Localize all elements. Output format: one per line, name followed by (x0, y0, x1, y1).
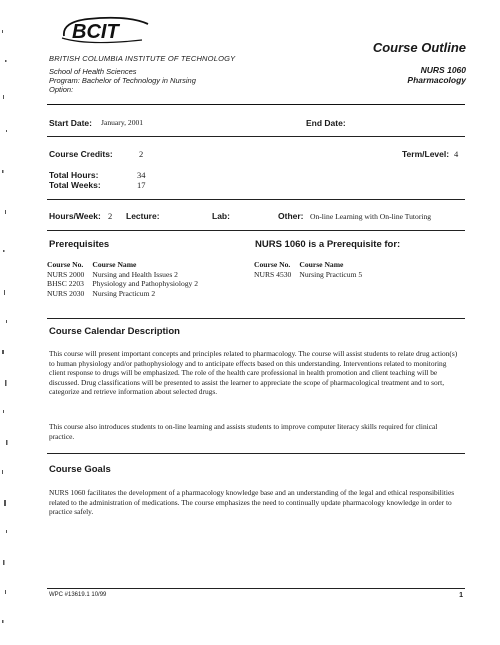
divider (47, 199, 465, 200)
course-name-cell: Nursing and Health Issues 2 (92, 270, 178, 279)
prerequisite-for-heading: NURS 1060 is a Prerequisite for: (255, 239, 401, 250)
school-name: School of Health Sciences (49, 67, 137, 76)
course-credits-value: 2 (139, 149, 144, 159)
divider (47, 136, 465, 137)
term-level-label: Term/Level: (402, 149, 450, 159)
prerequisites-heading: Prerequisites (49, 239, 110, 250)
course-name-cell: Physiology and Pathophysiology 2 (92, 279, 199, 289)
calendar-description-heading: Course Calendar Description (49, 326, 180, 337)
hours-week-label: Hours/Week: (49, 211, 101, 221)
total-hours-value: 34 (137, 170, 146, 180)
column-header-course-name: Course Name (92, 260, 137, 269)
divider (47, 318, 465, 319)
program-name: Program: Bachelor of Technology in Nursing (49, 76, 196, 85)
hours-week-value: 2 (108, 211, 113, 221)
table-header-row (254, 260, 370, 270)
course-name: Pharmacology (407, 75, 466, 85)
divider (47, 104, 465, 105)
total-hours-label: Total Hours: (49, 170, 99, 180)
page-number: 1 (459, 592, 463, 599)
document-type: Course Outline (372, 40, 466, 55)
table-row (254, 270, 370, 279)
course-goals-paragraph: NURS 1060 facilitates the development of a pharmacology knowledge base and an understanding of the legal and ethical responsibilities related to the administration of medications. The course emphasizes the need to continually update pharmacology knowledge in order to practice safely. (49, 488, 455, 517)
prerequisite-for-table (254, 260, 370, 279)
table-row (47, 289, 206, 298)
table-row (47, 279, 206, 288)
start-date-value: January, 2001 (101, 118, 144, 127)
total-weeks-value: 17 (137, 180, 146, 190)
column-header-course-no: Course No. (254, 260, 291, 269)
bcit-logo (58, 14, 154, 48)
divider (47, 453, 465, 454)
column-header-course-no: Course No. (47, 260, 84, 269)
table-header-row (47, 260, 206, 270)
other-value: On-line Learning with On-line Tutoring (310, 212, 432, 221)
footer-reference: WPC #13619.1 10/99 (49, 592, 107, 598)
course-code: NURS 1060 (420, 65, 466, 75)
course-no-cell: NURS 2030 (47, 288, 85, 298)
divider (47, 230, 465, 231)
course-goals-heading: Course Goals (49, 464, 111, 475)
option-label: Option: (49, 85, 74, 94)
course-name-cell: Nursing Practicum 2 (92, 288, 156, 298)
course-no-cell: NURS 4530 (254, 270, 292, 279)
total-weeks-label: Total Weeks: (49, 180, 101, 190)
course-no-cell: NURS 2000 (47, 270, 85, 279)
footer-divider (47, 588, 465, 589)
svg-text:BCIT: BCIT (72, 21, 119, 43)
end-date-label: End Date: (306, 118, 346, 128)
term-level-value: 4 (454, 149, 459, 159)
institution-name: BRITISH COLUMBIA INSTITUTE OF TECHNOLOGY (49, 54, 236, 63)
calendar-description-paragraph-2: This course also introduces students to on-line learning and assists students to improve computer literacy skills required for clinical practice. (49, 422, 438, 441)
scan-edge-artifact (0, 0, 12, 645)
prerequisites-table (47, 260, 206, 298)
column-header-course-name: Course Name (299, 260, 344, 269)
calendar-description-paragraph: This course will present important concepts and principles related to pharmacology. The course will assist students to relate drug action(s) to human physiology and/or pathophysiology and to anticipate effects based on this understanding. Interventions related to monitoring client response to drugs will be emphasized. The role of the health care professional in health promotion and client teaching will be discussed. Drug classifications will be presented to assist the learner to appreciate the scope of pharmacological treatment and to sort, categorize and retrieve information about selected drugs. (49, 349, 458, 397)
other-label: Other: (278, 211, 304, 221)
start-date-label: Start Date: (49, 118, 92, 128)
course-no-cell: BHSC 2203 (47, 279, 84, 289)
course-credits-label: Course Credits: (49, 149, 113, 159)
table-row (47, 270, 206, 279)
lecture-label: Lecture: (126, 211, 160, 221)
course-name-cell: Nursing Practicum 5 (299, 270, 363, 279)
lab-label: Lab: (212, 211, 230, 221)
